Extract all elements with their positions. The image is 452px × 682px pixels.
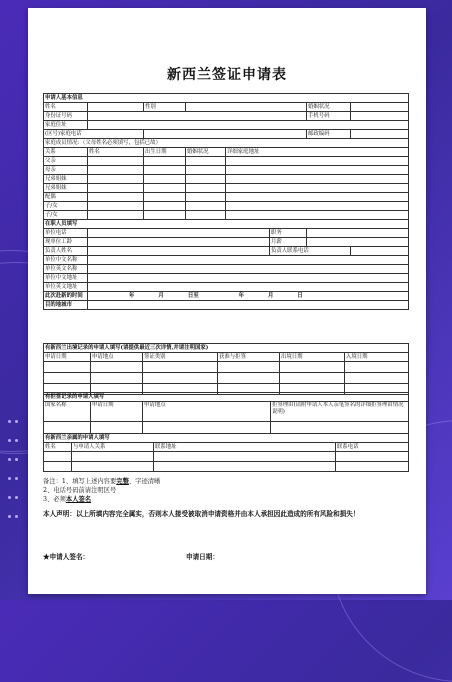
label-unit-cn-address: 单位中文地址 xyxy=(44,274,88,283)
family-cell[interactable] xyxy=(144,202,186,211)
refusal-header-apply-date: 申请日期 xyxy=(91,402,143,422)
refusal-header-country: 国家名称 xyxy=(44,402,91,422)
relatives-cell[interactable] xyxy=(72,452,154,462)
label-departure-time: 此次赴新的时间 xyxy=(44,292,88,301)
exit-cell[interactable] xyxy=(280,362,345,373)
section-relatives: 有新西兰亲属的申请人填写 xyxy=(44,434,409,443)
family-cell[interactable] xyxy=(186,211,226,220)
form-title: 新西兰签证申请表 xyxy=(167,67,287,83)
relatives-cell[interactable] xyxy=(336,462,409,472)
label-monthly-salary: 月薪 xyxy=(270,238,307,247)
field-name[interactable] xyxy=(88,103,144,112)
label-mobile: 手机号码 xyxy=(307,112,351,121)
family-header-address: 详细家庭地址 xyxy=(226,148,409,157)
applicant-info-table xyxy=(43,93,409,310)
field-unit-en-address[interactable] xyxy=(88,283,409,292)
date-day-label: 日 xyxy=(297,292,303,299)
relatives-header-relation: 与申请人关系 xyxy=(72,443,154,452)
family-cell[interactable] xyxy=(226,211,409,220)
refusal-cell[interactable] xyxy=(271,422,409,434)
background-dots xyxy=(6,410,24,524)
label-manager-phone: 负责人联系电话 xyxy=(270,247,351,256)
exit-header-visa-type: 签证类别 xyxy=(143,353,218,362)
relatives-header-phone: 联系电话 xyxy=(336,443,409,452)
section-refusal-records: 有拒签记录的申请人填写 xyxy=(44,393,409,402)
field-years-employed[interactable] xyxy=(88,238,270,247)
label-postcode: 邮政编码 xyxy=(307,130,351,139)
field-id-number[interactable] xyxy=(88,112,307,121)
family-cell[interactable] xyxy=(226,184,409,193)
exit-header-apply-date: 申请日期 xyxy=(44,353,91,362)
field-monthly-salary[interactable] xyxy=(307,238,409,247)
relatives-cell[interactable] xyxy=(72,462,154,472)
family-header-birth: 出生日期 xyxy=(144,148,186,157)
family-relation: 兄弟姐妹 xyxy=(44,175,88,184)
family-header-marital: 婚姻状况 xyxy=(186,148,226,157)
relatives-header-address: 联系地址 xyxy=(154,443,336,452)
label-position: 职务 xyxy=(270,229,307,238)
label-unit-cn-name: 单位中文名称 xyxy=(44,256,88,265)
field-mobile[interactable] xyxy=(351,112,409,121)
family-cell[interactable] xyxy=(144,193,186,202)
declaration-text: 本人声明：以上所填内容完全属实，否则本人接受被取消申请资格并由本人承担因此造成的所有风险和损失！ xyxy=(43,510,360,518)
exit-records-table xyxy=(43,343,409,395)
exit-cell[interactable] xyxy=(143,362,218,373)
refusal-header-apply-place: 申请地点 xyxy=(143,402,271,422)
family-relation: 母亲 xyxy=(44,166,88,175)
family-cell[interactable] xyxy=(186,202,226,211)
field-manager-name[interactable] xyxy=(88,247,270,256)
family-cell[interactable] xyxy=(144,166,186,175)
family-cell[interactable] xyxy=(88,184,144,193)
family-cell[interactable] xyxy=(226,193,409,202)
family-cell[interactable] xyxy=(144,157,186,166)
family-relation: 子/女 xyxy=(44,202,88,211)
field-unit-phone[interactable] xyxy=(88,229,270,238)
family-cell[interactable] xyxy=(144,211,186,220)
date-year-label: 年 xyxy=(238,292,245,299)
family-cell[interactable] xyxy=(88,157,144,166)
field-gender[interactable] xyxy=(186,103,307,112)
family-relation: 兄弟姐妹 xyxy=(44,184,88,193)
field-marital[interactable] xyxy=(351,103,409,112)
note-line-2: 2、电话号码前请注明区号 xyxy=(43,487,117,494)
label-id-number: 身份证号码 xyxy=(44,112,88,121)
family-cell[interactable] xyxy=(226,202,409,211)
family-cell[interactable] xyxy=(226,175,409,184)
family-cell[interactable] xyxy=(88,202,144,211)
exit-cell[interactable] xyxy=(345,362,409,373)
family-note: 家庭成员情况：（父母姓名必须填写，包括已故） xyxy=(44,139,409,148)
apply-date-label: 申请日期： xyxy=(186,553,219,561)
date-year-label: 年 xyxy=(129,292,135,299)
label-unit-en-address: 单位英文地址 xyxy=(44,283,88,292)
exit-cell[interactable] xyxy=(44,373,91,384)
section-exit-records: 有新西兰出境记录的申请人填写(请提供最近三次详情,并请注明国家) xyxy=(44,344,409,353)
date-month-label: 月 xyxy=(268,292,274,299)
family-cell[interactable] xyxy=(186,184,226,193)
exit-cell[interactable] xyxy=(44,362,91,373)
refusal-cell[interactable] xyxy=(44,422,91,434)
signature-label: ★申请人签名： xyxy=(43,553,90,561)
field-departure-time[interactable] xyxy=(88,292,409,301)
relatives-cell[interactable] xyxy=(44,452,72,462)
family-cell[interactable] xyxy=(144,184,186,193)
exit-cell[interactable] xyxy=(91,373,143,384)
family-cell[interactable] xyxy=(144,175,186,184)
field-destination-city[interactable] xyxy=(88,301,409,310)
label-unit-en-name: 单位英文名称 xyxy=(44,265,88,274)
field-postcode[interactable] xyxy=(351,130,409,139)
exit-cell[interactable] xyxy=(218,362,280,373)
refusal-header-reason: 拒签理由(请附申请人本人亲笔签名的详细拒签理由情况说明) xyxy=(271,402,409,422)
exit-cell[interactable] xyxy=(143,373,218,384)
family-cell[interactable] xyxy=(186,193,226,202)
section-basic-info: 申请人基本信息 xyxy=(44,94,409,103)
family-cell[interactable] xyxy=(88,211,144,220)
field-home-phone[interactable] xyxy=(144,130,307,139)
family-relation: 子/女 xyxy=(44,211,88,220)
exit-cell[interactable] xyxy=(280,373,345,384)
form-notes xyxy=(43,477,413,504)
relatives-cell[interactable] xyxy=(154,452,336,462)
exit-header-apply-place: 申请地点 xyxy=(91,353,143,362)
family-cell[interactable] xyxy=(88,175,144,184)
family-header-relation: 关系 xyxy=(44,148,88,157)
exit-header-entry-date: 入境日期 xyxy=(345,353,409,362)
refusal-cell[interactable] xyxy=(143,422,271,434)
note-line-1: 备注：1、填写上述内容要完整、字迹清晰 xyxy=(43,478,161,485)
refusal-records-table xyxy=(43,392,409,434)
label-address: 家庭住址 xyxy=(44,121,88,130)
label-marital: 婚姻状况 xyxy=(307,103,351,112)
field-position[interactable] xyxy=(307,229,409,238)
date-day-to-label: 日至 xyxy=(187,292,199,299)
label-manager-name: 负责人姓名 xyxy=(44,247,88,256)
relatives-cell[interactable] xyxy=(154,462,336,472)
family-cell[interactable] xyxy=(186,175,226,184)
label-years-employed: 现单位工龄 xyxy=(44,238,88,247)
exit-cell[interactable] xyxy=(218,373,280,384)
field-unit-cn-address[interactable] xyxy=(88,274,409,283)
relatives-cell[interactable] xyxy=(336,452,409,462)
field-address[interactable] xyxy=(88,121,409,130)
label-gender: 性别 xyxy=(144,103,186,112)
relatives-header-name: 姓名 xyxy=(44,443,72,452)
family-header-name: 姓名 xyxy=(88,148,144,157)
relatives-cell[interactable] xyxy=(44,462,72,472)
family-relation: 配偶 xyxy=(44,193,88,202)
section-employment: 在职人员填写 xyxy=(44,220,409,229)
family-cell[interactable] xyxy=(88,166,144,175)
family-cell[interactable] xyxy=(226,166,409,175)
label-destination-city: 目的地城市 xyxy=(44,301,88,310)
family-cell[interactable] xyxy=(226,157,409,166)
note-line-3: 3、必须本人签名 xyxy=(43,496,92,503)
label-name: 姓名 xyxy=(44,103,88,112)
family-cell[interactable] xyxy=(88,193,144,202)
field-manager-phone[interactable] xyxy=(351,247,409,256)
exit-cell[interactable] xyxy=(91,362,143,373)
relatives-table xyxy=(43,433,409,472)
exit-header-approval: 获准与拒签 xyxy=(218,353,280,362)
refusal-cell[interactable] xyxy=(91,422,143,434)
field-unit-cn-name[interactable] xyxy=(88,256,409,265)
family-cell[interactable] xyxy=(186,166,226,175)
family-relation: 父亲 xyxy=(44,157,88,166)
date-month-label: 月 xyxy=(158,292,164,299)
exit-header-exit-date: 出境日期 xyxy=(280,353,345,362)
label-home-phone: (区号)家庭电话 xyxy=(44,130,144,139)
exit-cell[interactable] xyxy=(345,373,409,384)
family-cell[interactable] xyxy=(186,157,226,166)
application-form-paper xyxy=(28,8,426,594)
label-unit-phone: 单位电话 xyxy=(44,229,88,238)
field-unit-en-name[interactable] xyxy=(88,265,409,274)
